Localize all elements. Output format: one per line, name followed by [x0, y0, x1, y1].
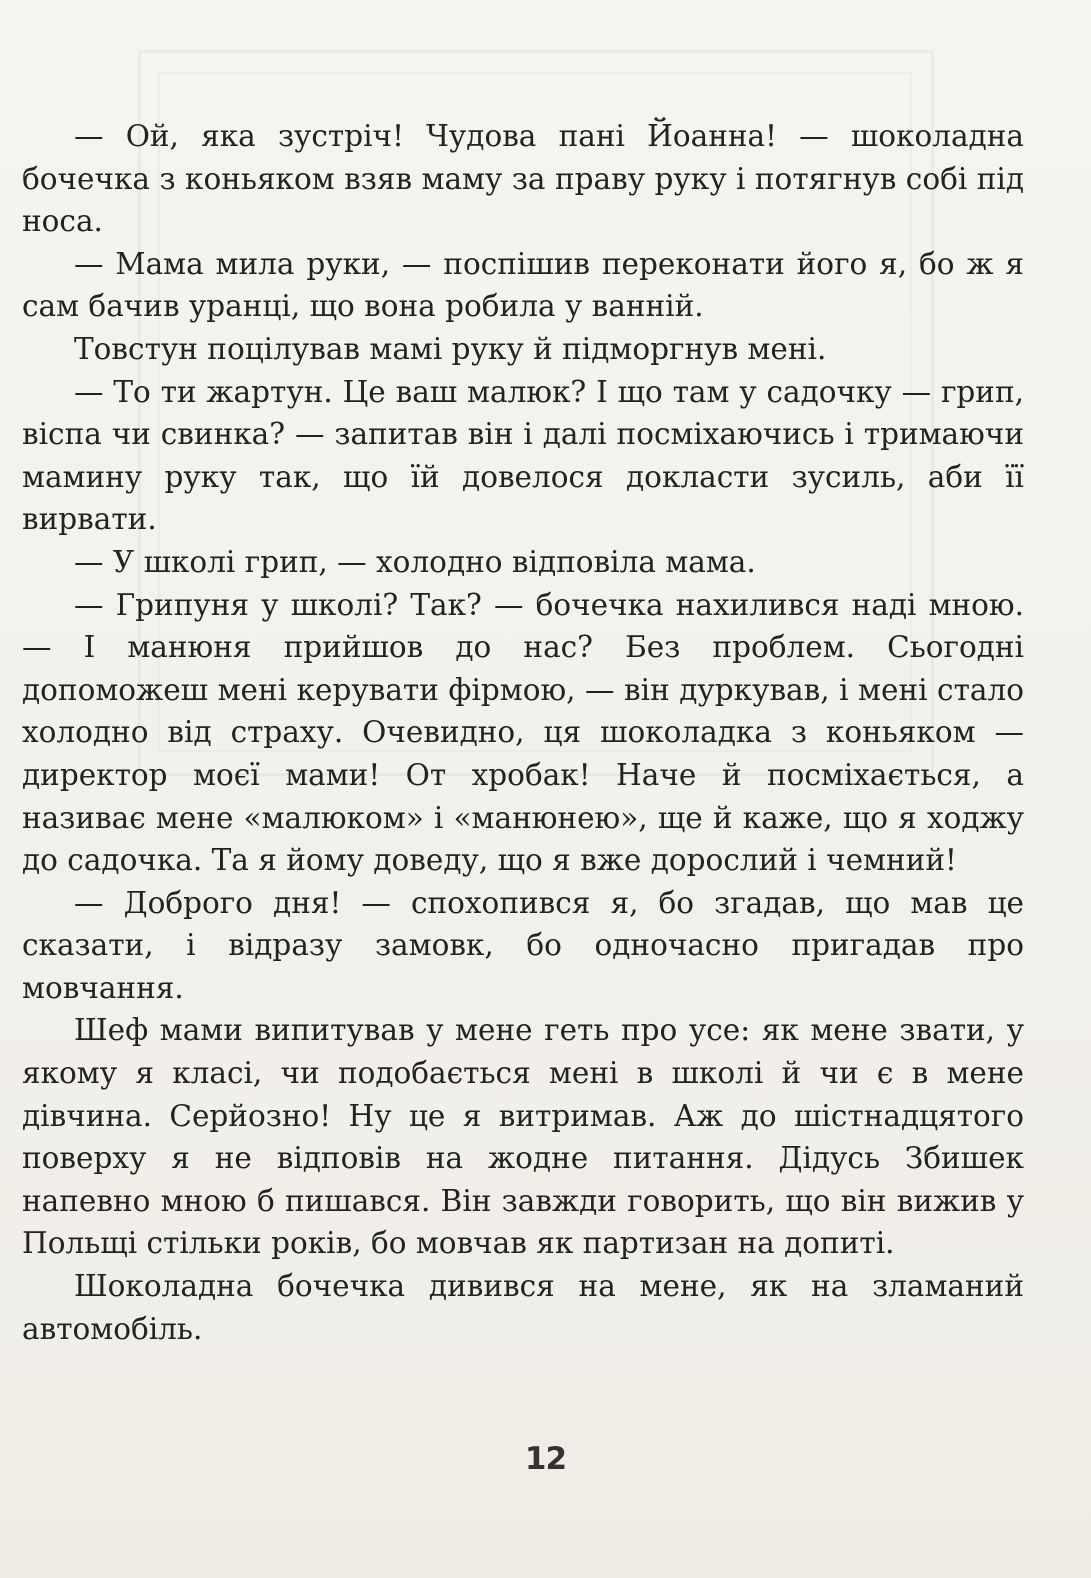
body-text: [22, 115, 1024, 1350]
page-number: 12: [524, 1441, 567, 1477]
paragraph: — Ой, яка зустріч! Чудова пані Йоанна! — шоколадна бочечка з коньяком взяв маму за праву руку і потягнув собі під носа.: [22, 119, 1024, 239]
paragraph: — Грипуня у школі? Так? — бочечка нахилився наді мною. — І манюня прийшов до нас? Без проблем. Сьогодні допоможеш мені керувати фірмою, — він дуркував, і мені стало холодно від страху. Очевидно, ця шоколадка з коньяком — директор моєї мами! От хробак! Наче й посміхається, а називає мене «малюком» і «манюнею», ще й каже, що я ходжу до садочка. Та я йому доведу, що я вже дорослий і чемний!: [22, 587, 1024, 878]
paragraph: — У школі грип, — холодно відповіла мама.: [74, 544, 756, 579]
paragraph: — Доброго дня! — спохопився я, бо згадав, що мав це сказати, і відразу замовк, бо одночасно пригадав про мовчання.: [22, 885, 1024, 1005]
paragraph: Шеф мами випитував у мене геть про усе: як мене звати, у якому я класі, чи подобається мені в школі й чи є в мене дівчина. Серйозно! Ну це я витримав. Аж до шістнадцятого поверху я не відповів на жодне питання. Дідусь Збишек напевно мною б пишався. Він завжди говорить, що він вижив у Польщі стільки років, бо мовчав як партизан на допиті.: [22, 1013, 1024, 1261]
paragraph: Товстун поцілував мамі руку й підморгнув мені.: [74, 331, 827, 366]
paragraph: — То ти жартун. Це ваш малюк? І що там у садочку — грип, віспа чи свинка? — запитав він і далі посміхаючись і тримаючи мамину руку так, що їй довелося докласти зусиль, аби її вирвати.: [22, 374, 1024, 537]
paragraph: — Мама мила руки, — поспішив переконати його я, бо ж я сам бачив уранці, що вона робила у ванній.: [22, 246, 1024, 324]
paragraph: Шоколадна бочечка дивився на мене, як на зламаний автомобіль.: [22, 1269, 1024, 1346]
